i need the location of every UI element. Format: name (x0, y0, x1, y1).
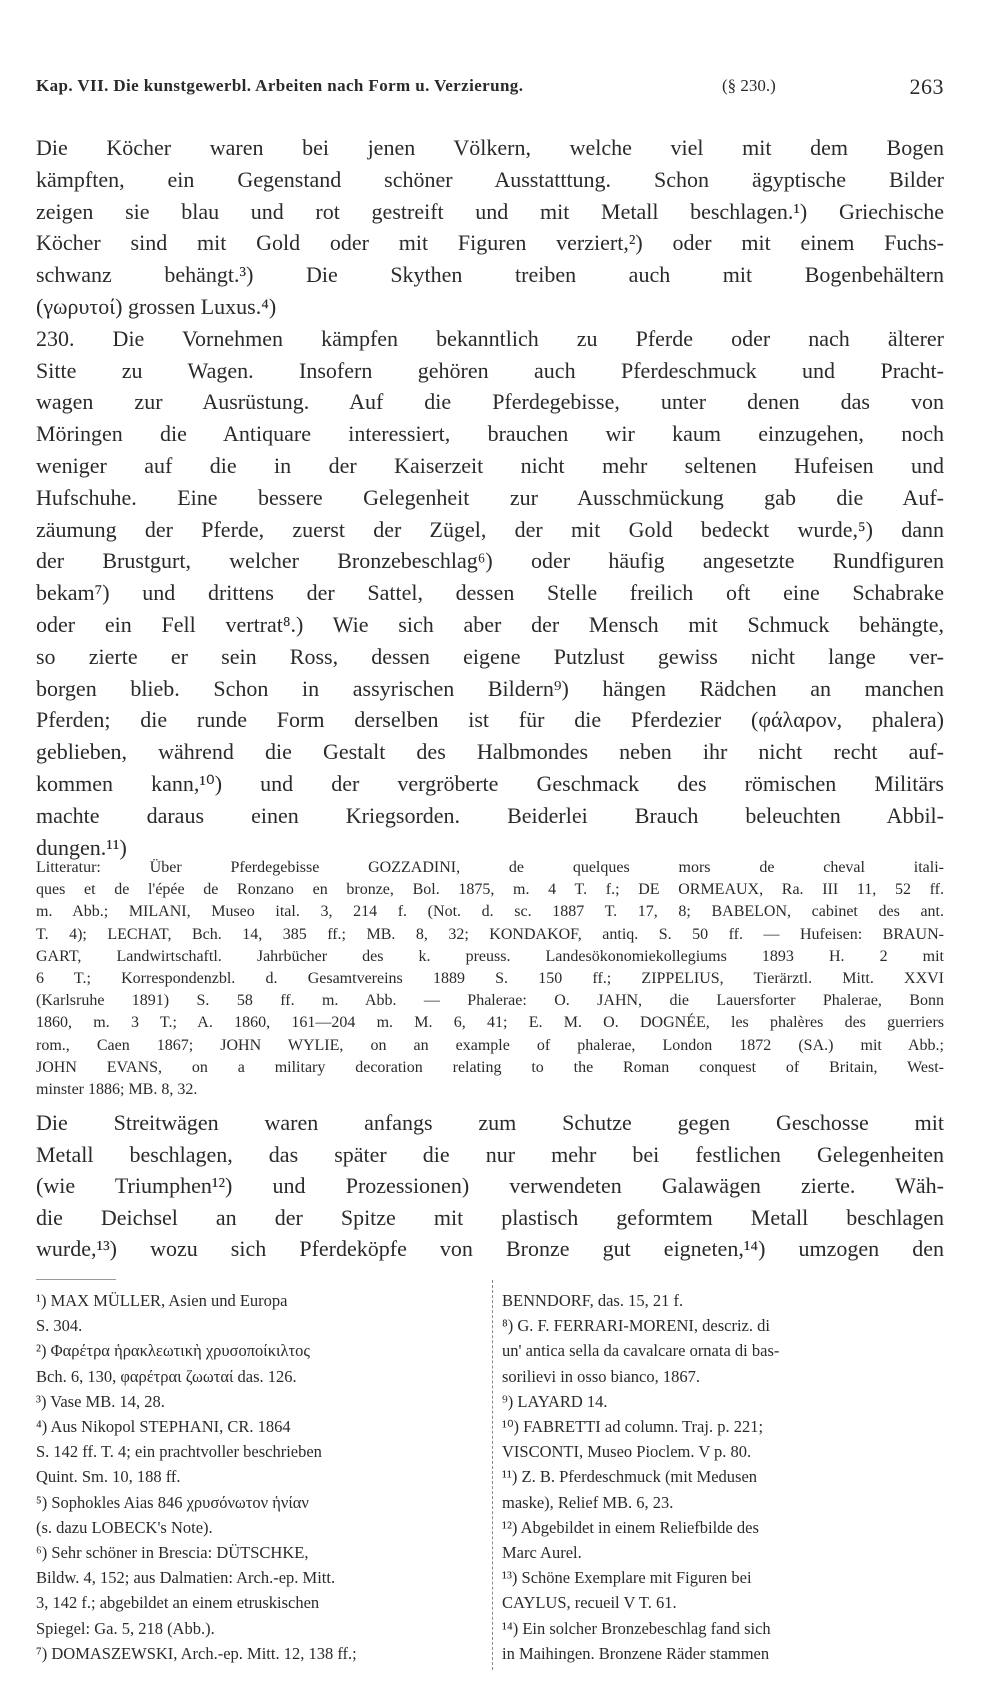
footnote-rule (36, 1279, 116, 1280)
running-header (36, 76, 944, 106)
text-line: geblieben, während die Gestalt des Halbmondes neben ihr nicht recht auf- (36, 739, 944, 765)
footnote-line: BENNDORF, das. 15, 21 f. (502, 1291, 684, 1310)
literature-line: (Karlsruhe 1891) S. 58 ff. m. Abb. — Phalerae: O. JAHN, die Lauersforter Phalerae, Bonn (36, 992, 944, 1010)
footnote-column-divider (492, 1280, 493, 1670)
text-line: dungen.¹¹) (36, 834, 127, 860)
footnote-line: ⁷) DOMASZEWSKI, Arch.-ep. Mitt. 12, 138 ff.; (36, 1643, 357, 1663)
footnote-line: Spiegel: Ga. 5, 218 (Abb.). (36, 1618, 215, 1638)
literature-line: 1860, m. 3 T.; A. 1860, 161—204 m. M. 6, 41; E. M. O. DOGNÉE, les phalères des guerriers (36, 1014, 944, 1032)
literature-line: T. 4); LECHAT, Bch. 14, 385 ff.; MB. 8, 32; KONDAKOF, antiq. S. 50 ff. — Hufeisen: BRAUN- (36, 925, 944, 943)
footnote-line: maske), Relief MB. 6, 23. (502, 1492, 674, 1512)
footnote-line: ¹⁴) Ein solcher Bronzebeschlag fand sich (502, 1618, 771, 1638)
text-line: Hufschuhe. Eine bessere Gelegenheit zur Ausschmückung gab die Auf- (36, 484, 944, 510)
text-line: Metall beschlagen, das später die nur mehr bei festlichen Gelegenheiten (36, 1141, 944, 1167)
footnote-line: ⁸) G. F. FERRARI-MORENI, descriz. di (502, 1316, 770, 1336)
footnote-line: Bildw. 4, 152; aus Dalmatien: Arch.-ep. Mitt. (36, 1568, 336, 1588)
text-line: Die Köcher waren bei jenen Völkern, welche viel mit dem Bogen (36, 135, 944, 160)
footnote-line: ¹²) Abgebildet in einem Reliefbilde des (502, 1517, 759, 1537)
text-line: zeigen sie blau und rot gestreift und mit Metall beschlagen.¹) Griechische (36, 198, 944, 224)
text-line: schwanz behängt.³) Die Skythen treiben auch mit Bogenbehältern (36, 262, 944, 288)
text-line: die Deichsel an der Spitze mit plastisch geformtem Metall beschlagen (36, 1204, 944, 1230)
literature-line: 6 T.; Korrespondenzbl. d. Gesamtvereins 1889 S. 150 ff.; ZIPPELIUS, Tierärztl. Mitt. XXVI (36, 970, 944, 987)
text-line: bekam⁷) und drittens der Sattel, dessen Stelle freilich oft eine Schabrake (36, 580, 944, 606)
footnote-line: ²) Φαρέτρα ἡρακλεωτικὴ χρυσοποίκιλτος (36, 1341, 310, 1361)
section-reference: (§ 230.) (722, 76, 776, 95)
text-line: Die Streitwägen waren anfangs zum Schutze gegen Geschosse mit (36, 1110, 944, 1135)
footnote-line: ¹³) Schöne Exemplare mit Figuren bei (502, 1568, 752, 1588)
footnote-line: Bch. 6, 130, φαρέτραι ζωωταί das. 126. (36, 1366, 297, 1386)
footnote-line: Marc Aurel. (502, 1543, 582, 1562)
footnote-line: ¹⁰) FABRETTI ad column. Traj. p. 221; (502, 1417, 764, 1436)
footnote-line: CAYLUS, recueil V T. 61. (502, 1593, 677, 1613)
text-line: kommen kann,¹⁰) und der vergröberte Geschmack des römischen Militärs (36, 771, 944, 796)
footnote-line: ¹¹) Z. B. Pferdeschmuck (mit Medusen (502, 1467, 758, 1487)
footnote-line: ⁴) Aus Nikopol STEPHANI, CR. 1864 (36, 1417, 291, 1436)
footnote-line: ⁹) LAYARD 14. (502, 1391, 608, 1411)
literature-line: m. Abb.; MILANI, Museo ital. 3, 214 f. (Not. d. sc. 1887 T. 17, 8; BABELON, cabinet des ant. (36, 903, 944, 921)
text-line: wagen zur Ausrüstung. Auf die Pferdegebisse, unter denen das von (36, 389, 944, 415)
literature-line: JOHN EVANS, on a military decoration relating to the Roman conquest of Britain, West- (36, 1058, 944, 1076)
text-line: Köcher sind mit Gold oder mit Figuren verziert,²) oder mit einem Fuchs- (36, 230, 944, 256)
footnote-line: (s. dazu LOBECK's Note). (36, 1517, 213, 1537)
text-line: kämpften, ein Gegenstand schöner Ausstatttung. Schon ägyptische Bilder (36, 166, 944, 192)
text-line: der Brustgurt, welcher Bronzebeschlag⁶) oder häufig angesetzte Rundfiguren (36, 548, 944, 574)
text-line: Sitte zu Wagen. Insofern gehören auch Pferdeschmuck und Pracht- (36, 357, 944, 383)
footnote-line: ⁶) Sehr schöner in Brescia: DÜTSCHKE, (36, 1543, 309, 1562)
footnote-line: ³) Vase MB. 14, 28. (36, 1391, 165, 1411)
text-line: borgen blieb. Schon in assyrischen Bildern⁹) hängen Rädchen an manchen (36, 675, 944, 701)
text-line: so zierte er sein Ross, dessen eigene Putzlust gewiss nicht lange ver- (36, 643, 944, 669)
literature-line: Litteratur: Über Pferdegebisse GOZZADINI, de quelques mors de cheval itali- (36, 859, 944, 876)
footnote-line: un' antica sella da cavalcare ornata di bas- (502, 1341, 780, 1361)
literature-line: rom., Caen 1867; JOHN WYLIE, on an example of phalerae, London 1872 (SA.) mit Abb.; (36, 1036, 944, 1054)
footnote-line: ⁵) Sophokles Aias 846 χρυσόνωτον ἡνίαν (36, 1492, 309, 1512)
text-line: wurde,¹³) wozu sich Pferdeköpfe von Bronze gut eigneten,¹⁴) umzogen den (36, 1236, 944, 1261)
text-line: 230. Die Vornehmen kämpfen bekanntlich zu Pferde oder nach älterer (36, 325, 944, 351)
literature-line: ques et de l'épée de Ronzano en bronze, Bol. 1875, m. 4 T. f.; DE ORMEAUX, Ra. III 11, 52 ff. (36, 881, 944, 899)
footnote-line: S. 304. (36, 1316, 83, 1336)
page-number: 263 (909, 74, 944, 99)
footnote-line: S. 142 ff. T. 4; ein prachtvoller beschrieben (36, 1442, 322, 1462)
text-line: Pferden; die runde Form derselben ist für die Pferdezier (φάλαρον, phalera) (36, 707, 944, 733)
text-line: (wie Triumphen¹²) und Prozessionen) verwendeten Galawägen zierte. Wäh- (36, 1173, 944, 1198)
text-line: weniger auf die in der Kaiserzeit nicht mehr seltenen Hufeisen und (36, 453, 944, 478)
text-line: (γωρυτοί) grossen Luxus.⁴) (36, 294, 277, 319)
running-title: Kap. VII. Die kunstgewerbl. Arbeiten nach Form u. Verzierung. (36, 76, 524, 95)
footnote-line: ¹) MAX MÜLLER, Asien und Europa (36, 1291, 288, 1310)
footnote-line: in Maihingen. Bronzene Räder stammen (502, 1643, 770, 1663)
footnote-line: VISCONTI, Museo Pioclem. V p. 80. (502, 1442, 752, 1462)
text-line: Möringen die Antiquare interessiert, brauchen wir kaum einzugehen, noch (36, 421, 944, 447)
footnote-line: Quint. Sm. 10, 188 ff. (36, 1467, 181, 1487)
text-line: machte daraus einen Kriegsorden. Beiderlei Brauch beleuchten Abbil- (36, 802, 944, 828)
text-line: zäumung der Pferde, zuerst der Zügel, der mit Gold bedeckt wurde,⁵) dann (36, 516, 944, 542)
literature-line: minster 1886; MB. 8, 32. (36, 1081, 198, 1098)
footnote-line: 3, 142 f.; abgebildet an einem etruskischen (36, 1593, 320, 1613)
footnote-line: sorilievi in osso bianco, 1867. (502, 1366, 700, 1386)
literature-line: GART, Landwirtschaftl. Jahrbücher des k. preuss. Landesökonomiekollegiums 1893 H. 2 mit (36, 947, 944, 965)
text-line: oder ein Fell vertrat⁸.) Wie sich aber der Mensch mit Schmuck behängte, (36, 612, 944, 637)
